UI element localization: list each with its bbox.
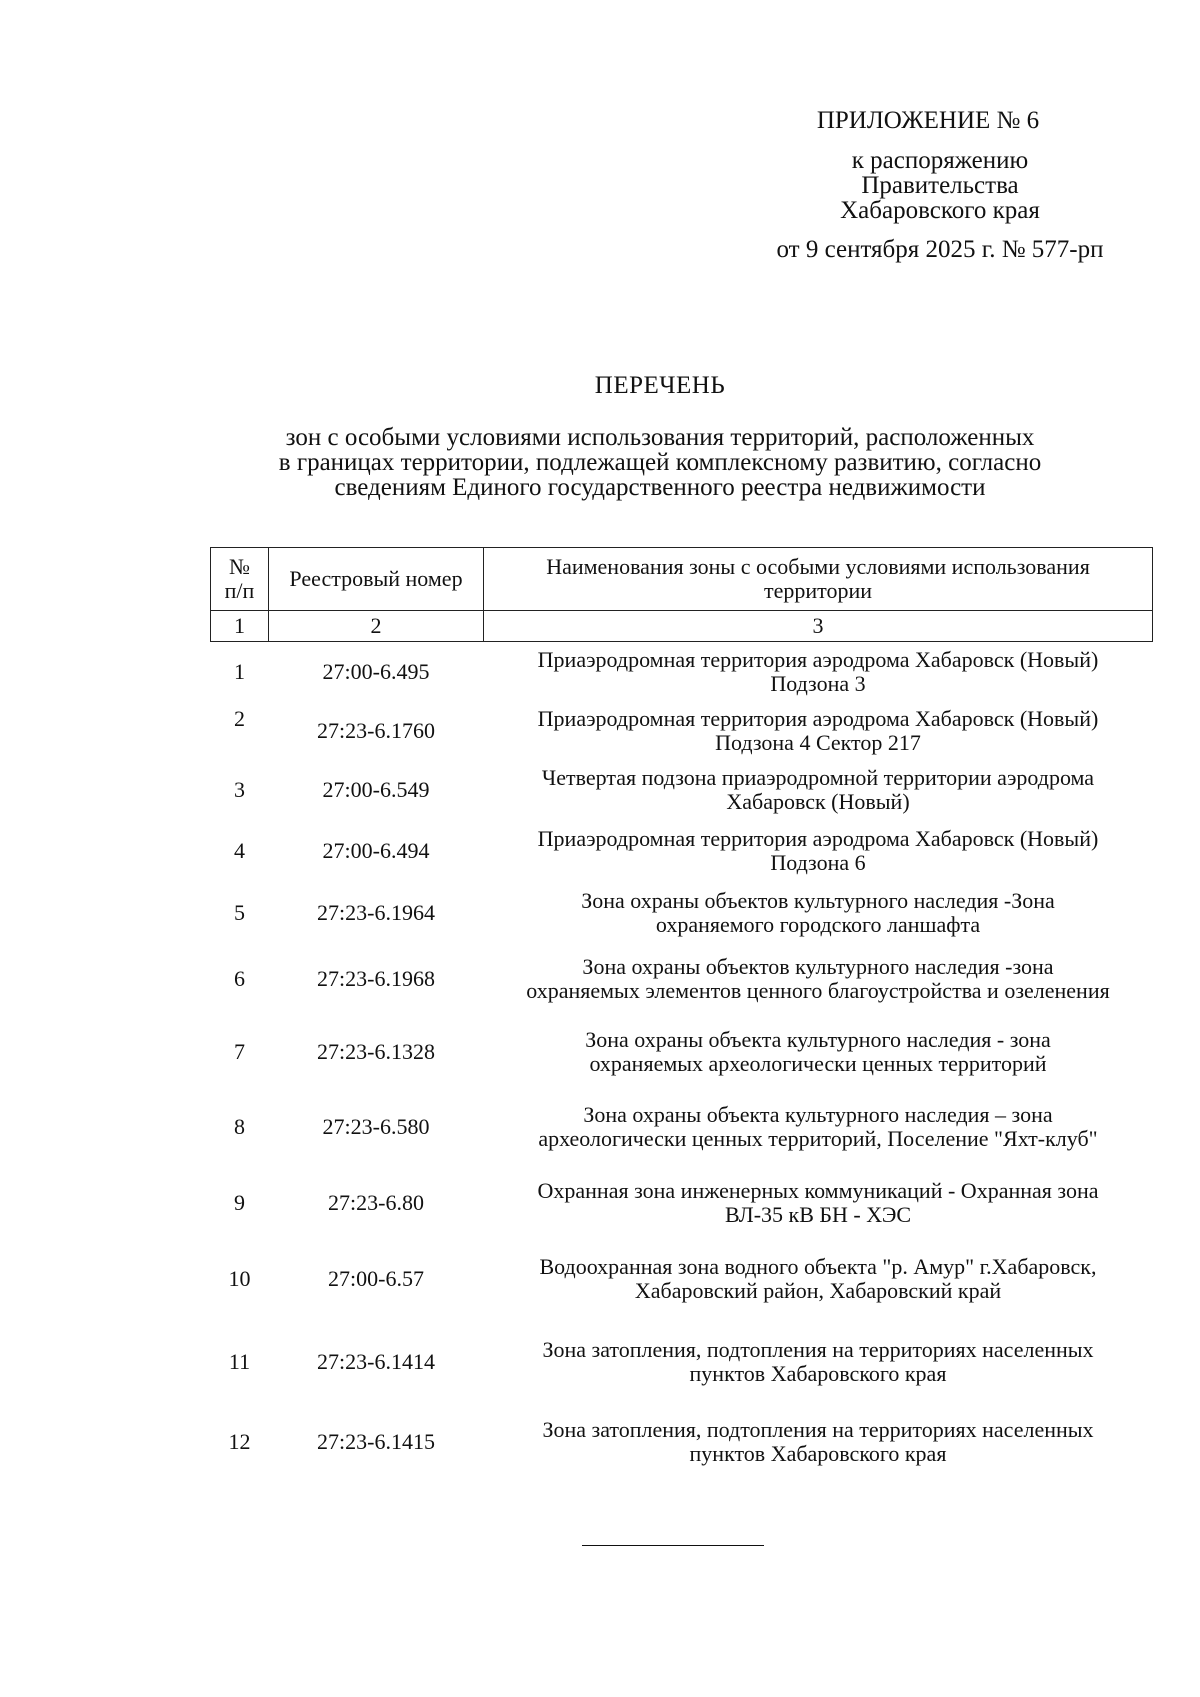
- row-number: 4: [234, 838, 245, 863]
- zone-name-line: Зона охраны объектов культурного наследия -зона: [582, 954, 1054, 979]
- header-zone-name-line: Наименования зоны с особыми условиями использования: [546, 554, 1090, 579]
- zone-name-line: ВЛ-35 кВ БН - ХЭС: [724, 1202, 912, 1227]
- table-row: [211, 1166, 1153, 1241]
- document-subtitle: [200, 425, 1120, 500]
- row-number: 6: [234, 966, 245, 991]
- end-divider-line: [582, 1545, 764, 1546]
- registry-number: 27:23-6.1964: [317, 899, 435, 925]
- zone-name: [484, 1318, 1153, 1406]
- registry-number: 27:23-6.1415: [317, 1428, 435, 1454]
- zone-name-line: охраняемых археологически ценных территорий: [589, 1051, 1047, 1076]
- appendix-title: ПРИЛОЖЕНИЕ № 6: [816, 107, 1040, 134]
- zone-name: [484, 1166, 1153, 1241]
- zone-name-line: Четвертая подзона приаэродромной территории аэродрома: [541, 764, 1095, 790]
- subtitle-line: зон с особыми условиями использования территорий, расположенных: [285, 424, 1035, 451]
- table-row: [211, 1089, 1153, 1166]
- zone-name-line: Подзона 3: [770, 670, 866, 696]
- zone-name-line: Приаэродромная территория аэродрома Хабаровск (Новый): [537, 646, 1099, 672]
- subtitle-line: в границах территории, подлежащей комплексному развитию, согласно: [278, 449, 1042, 476]
- table-row: [211, 1241, 1153, 1318]
- zone-name-line: Приаэродромная территория аэродрома Хабаровск (Новый): [537, 826, 1099, 851]
- table-header-row: [211, 548, 1153, 611]
- appendix-order-line: к распоряжению: [851, 147, 1029, 174]
- zone-name-line: Охранная зона инженерных коммуникаций - Охранная зона: [537, 1178, 1099, 1203]
- zone-name-line: Зона охраны объекта культурного наследия – зона: [583, 1102, 1053, 1127]
- column-number: 2: [269, 611, 484, 642]
- row-number: 7: [234, 1039, 245, 1064]
- header-zone-name-line: территории: [763, 578, 873, 603]
- table-row: [211, 943, 1153, 1016]
- row-number: 8: [234, 1114, 245, 1139]
- column-number: 1: [211, 611, 269, 642]
- row-number: 10: [228, 1266, 251, 1291]
- registry-number: 27:00-6.494: [322, 838, 430, 863]
- subtitle-line: сведениям Единого государственного реестра недвижимости: [334, 474, 986, 501]
- row-number: 12: [228, 1428, 251, 1454]
- row-number: 11: [228, 1348, 251, 1374]
- zone-name-line: Зона охраны объектов культурного наследия -Зона: [581, 887, 1055, 913]
- zone-name-line: Подзона 6: [770, 850, 866, 875]
- zone-name-line: Подзона 4 Сектор 217: [715, 729, 921, 755]
- row-number: 2: [234, 705, 245, 731]
- header-number-line: №: [229, 554, 250, 579]
- zone-name-line: охраняемого городского ланшафта: [655, 911, 981, 937]
- zone-name-line: Зона затопления, подтопления на территориях населенных: [542, 1336, 1094, 1362]
- zone-name-line: Хабаровск (Новый): [726, 788, 910, 814]
- row-number: 5: [234, 899, 245, 925]
- table-row: [211, 820, 1153, 883]
- registry-number: 27:23-6.1760: [317, 717, 435, 743]
- zone-name: [484, 1089, 1153, 1166]
- registry-number: 27:23-6.1414: [317, 1348, 435, 1374]
- table-row: [211, 642, 1153, 702]
- registry-number: 27:23-6.80: [328, 1190, 424, 1215]
- zone-name: [484, 702, 1153, 760]
- header-number: [211, 548, 269, 611]
- registry-number: 27:23-6.1968: [317, 966, 435, 991]
- zones-table: [210, 547, 1153, 1478]
- registry-number: 27:23-6.580: [322, 1114, 430, 1139]
- registry-number: 27:23-6.1328: [317, 1039, 435, 1064]
- appendix-region-line: Хабаровского края: [840, 197, 1040, 224]
- zone-name: [484, 1016, 1153, 1089]
- zone-name-line: охраняемых элементов ценного благоустройства и озеленения: [526, 978, 1110, 1003]
- zone-name: [484, 943, 1153, 1016]
- zone-name-line: пунктов Хабаровского края: [689, 1440, 947, 1466]
- table-body: [211, 642, 1153, 1478]
- appendix-block: [740, 108, 1140, 262]
- zone-name-line: Приаэродромная территория аэродрома Хабаровск (Новый): [537, 705, 1099, 731]
- zone-name: [484, 1241, 1153, 1318]
- document-title: ПЕРЕЧЕНЬ: [594, 372, 726, 399]
- column-number: 3: [484, 611, 1153, 642]
- table-row: [211, 883, 1153, 943]
- zone-name-line: Зона охраны объекта культурного наследия - зона: [585, 1027, 1051, 1052]
- appendix-date: от 9 сентября 2025 г. № 577-рп: [776, 236, 1104, 263]
- column-number-row: [211, 611, 1153, 642]
- registry-number: 27:00-6.495: [322, 658, 430, 684]
- zone-name: [484, 883, 1153, 943]
- header-number-line: п/п: [224, 578, 255, 603]
- zone-name: [484, 642, 1153, 702]
- zone-name: [484, 1406, 1153, 1478]
- table-row: [211, 1016, 1153, 1089]
- registry-number: 27:00-6.549: [322, 776, 430, 802]
- row-number: 1: [234, 658, 245, 684]
- header-registry-number: Реестровый номер: [269, 548, 484, 611]
- header-zone-name: [484, 548, 1153, 611]
- table-row: [211, 1406, 1153, 1478]
- zone-name: [484, 760, 1153, 820]
- registry-number: 27:00-6.57: [328, 1266, 424, 1291]
- table-row: [211, 702, 1153, 760]
- table-row: [211, 760, 1153, 820]
- zone-name: [484, 820, 1153, 883]
- row-number: 9: [234, 1190, 245, 1215]
- zone-name-line: археологически ценных территорий, Поселение "Яхт-клуб": [538, 1126, 1098, 1151]
- zone-name-line: пунктов Хабаровского края: [689, 1360, 947, 1386]
- row-number: 3: [234, 776, 245, 802]
- appendix-government-line: Правительства: [861, 172, 1019, 199]
- zone-name-line: Водоохранная зона водного объекта "р. Амур" г.Хабаровск,: [539, 1254, 1097, 1279]
- zone-name-line: Хабаровский район, Хабаровский край: [634, 1278, 1002, 1303]
- zone-name-line: Зона затопления, подтопления на территориях населенных: [542, 1416, 1094, 1442]
- table-row: [211, 1318, 1153, 1406]
